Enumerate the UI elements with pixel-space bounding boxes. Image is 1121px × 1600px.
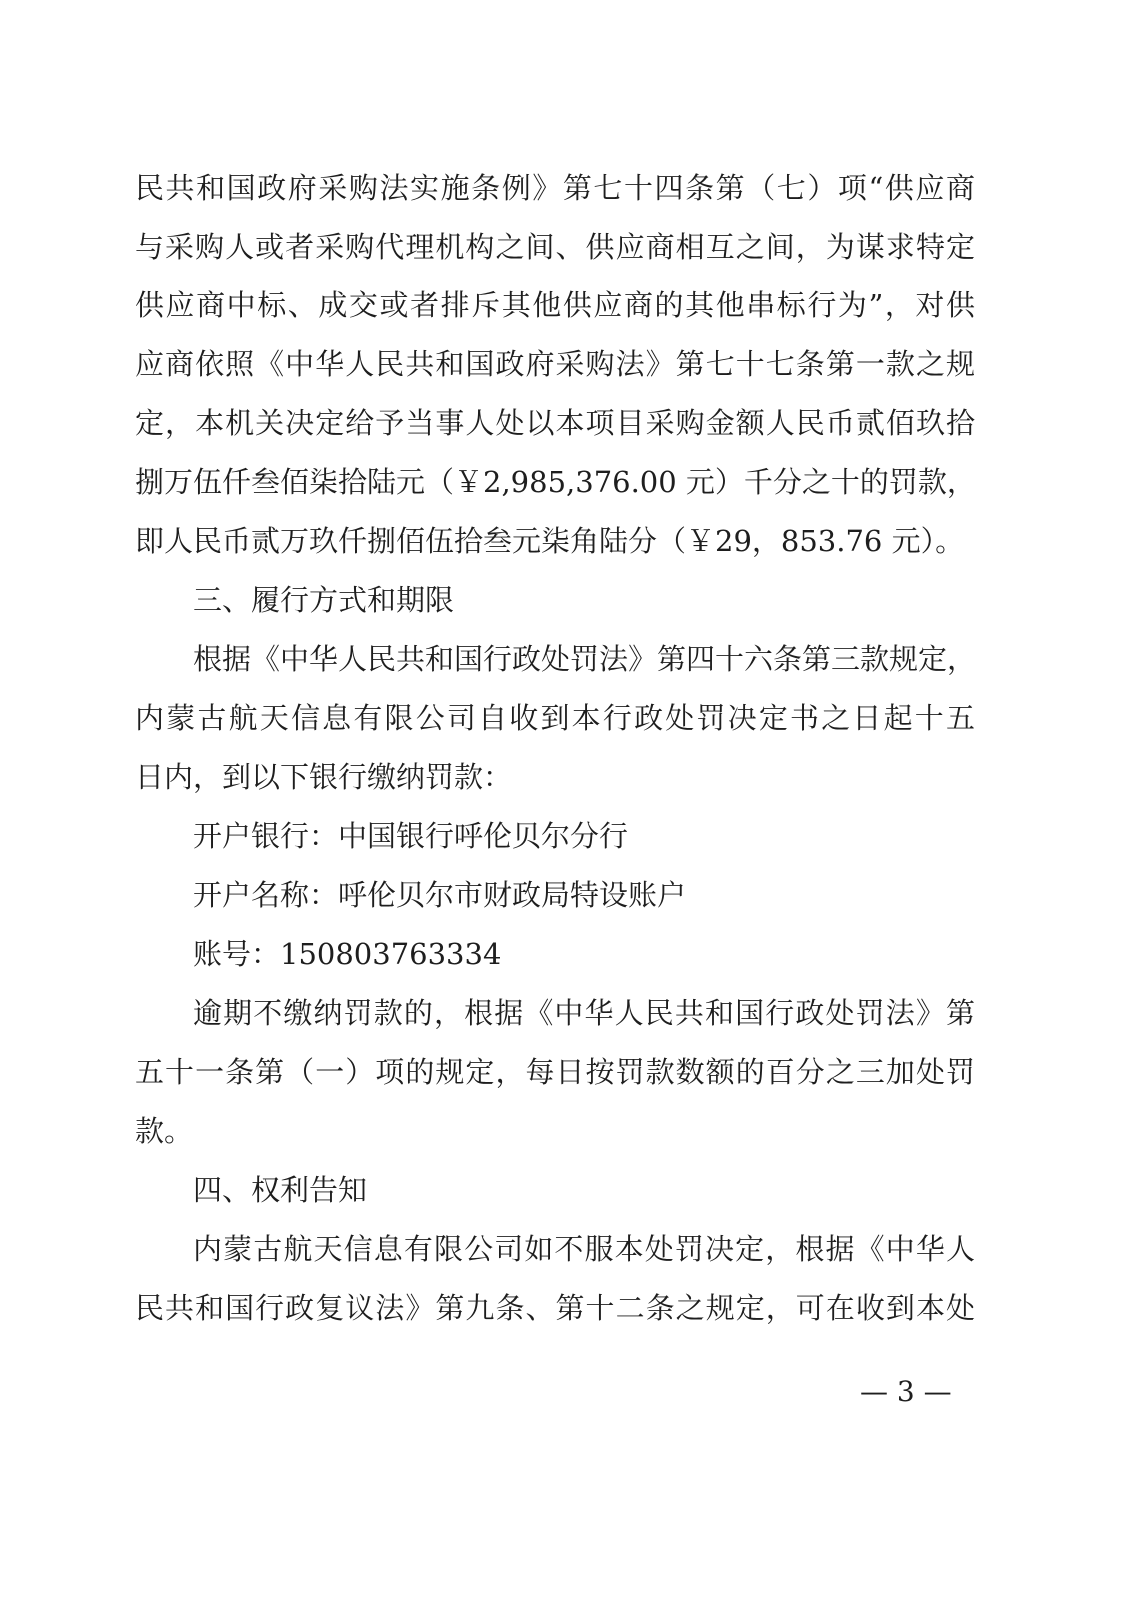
- bank-name-line: 开户银行：中国银行呼伦贝尔分行: [193, 819, 629, 853]
- body-text-line: 日内，到以下银行缴纳罚款：: [135, 760, 513, 794]
- account-name-line: 开户名称：呼伦贝尔市财政局特设账户: [193, 878, 687, 912]
- body-text-line: 即人民币贰万玖仟捌佰伍拾叁元柒角陆分（￥29，853.76 元）。: [135, 524, 965, 558]
- body-text-line: 根据《中华人民共和国行政处罚法》第四十六条第三款规定，: [193, 642, 977, 676]
- body-text-line: 内蒙古航天信息有限公司如不服本处罚决定，根据《中华人: [193, 1232, 975, 1266]
- body-text-line: 捌万伍仟叁佰柒拾陆元（￥2,985,376.00 元）千分之十的罚款，: [135, 465, 976, 499]
- account-number-line: 账号：150803763334: [193, 937, 502, 971]
- body-text-line: 定，本机关决定给予当事人处以本项目采购金额人民币贰佰玖拾: [135, 406, 975, 440]
- body-text-line: 款。: [135, 1114, 194, 1148]
- section-heading: 四、权利告知: [193, 1173, 368, 1207]
- body-text-line: 与采购人或者采购代理机构之间、供应商相互之间，为谋求特定: [135, 230, 975, 264]
- body-text-line: 民共和国政府采购法实施条例》第七十四条第（七）项“供应商: [135, 171, 975, 205]
- section-heading: 三、履行方式和期限: [193, 583, 455, 617]
- body-text-line: 民共和国行政复议法》第九条、第十二条之规定，可在收到本处: [135, 1291, 975, 1325]
- body-text-line: 五十一条第（一）项的规定，每日按罚款数额的百分之三加处罚: [135, 1055, 975, 1089]
- page-number: — 3 —: [860, 1375, 952, 1408]
- body-text-line: 内蒙古航天信息有限公司自收到本行政处罚决定书之日起十五: [135, 701, 975, 735]
- body-text-line: 逾期不缴纳罚款的，根据《中华人民共和国行政处罚法》第: [193, 996, 975, 1030]
- body-text-line: 应商依照《中华人民共和国政府采购法》第七十七条第一款之规: [135, 347, 975, 381]
- body-text-line: 供应商中标、成交或者排斥其他供应商的其他串标行为”，对供: [135, 288, 975, 322]
